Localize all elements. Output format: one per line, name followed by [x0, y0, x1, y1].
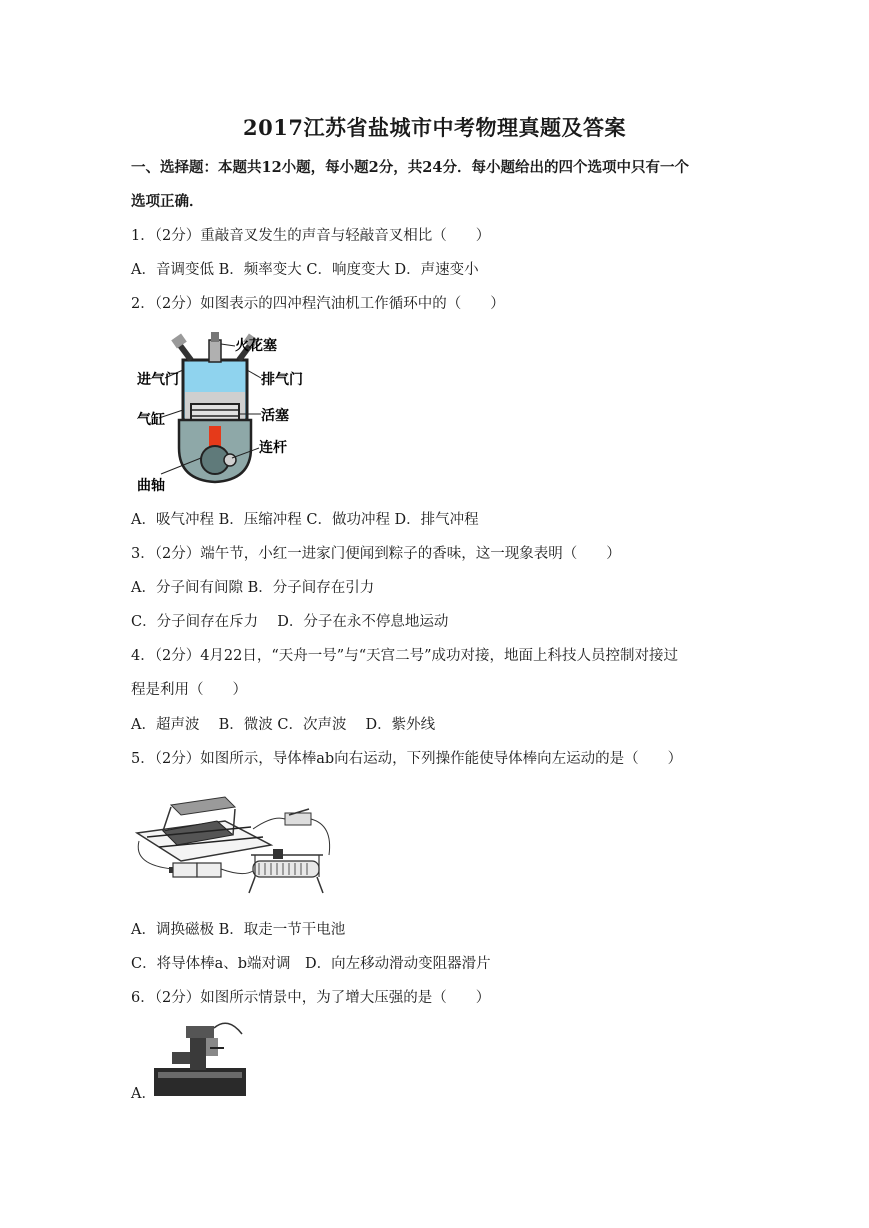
label-intake-valve: 进气门 [137, 372, 179, 388]
label-piston: 活塞 [261, 408, 289, 424]
question-4-options: A．超声波 B．微波 C．次声波 D．紫外线 [131, 717, 436, 733]
section-heading: 一、选择题：本题共12小题，每小题2分，共24分．每小题给出的四个选项中只有一个 [131, 159, 689, 176]
question-5-options-cd: C．将导体棒a、b端对调 D．向左移动滑动变阻器滑片 [131, 956, 491, 972]
question-1-options: A．音调变低 B．频率变大 C．响度变大 D．声速变小 [131, 262, 479, 278]
label-crankshaft: 曲轴 [137, 478, 165, 494]
question-3-options-cd: C．分子间存在斥力 D．分子在永不停息地运动 [131, 614, 449, 630]
label-connecting-rod: 连杆 [259, 440, 287, 456]
label-cylinder: 气缸 [137, 412, 165, 428]
label-spark-plug: 火花塞 [235, 338, 277, 354]
circuit-diagram [133, 785, 338, 900]
question-4-stem: 4．（2分）4月22日，“天舟一号”与“天宫二号”成功对接，地面上科技人员控制对接过 [131, 648, 679, 664]
question-3-options-ab: A．分子间有间隙 B．分子间存在引力 [131, 580, 375, 596]
question-1-stem: 1．（2分）重敲音叉发生的声音与轻敲音叉相比（ ） [131, 228, 491, 244]
question-6-option-a: A． [131, 1086, 156, 1102]
question-6-stem: 6．（2分）如图所示情景中，为了增大压强的是（ ） [131, 990, 491, 1006]
question-2-options: A．吸气冲程 B．压缩冲程 C．做功冲程 D．排气冲程 [131, 512, 479, 528]
page-title: 2017江苏省盐城市中考物理真题及答案 [243, 115, 626, 140]
section-heading-cont: 选项正确． [131, 193, 204, 210]
engine-diagram [135, 330, 305, 495]
question-3-stem: 3．（2分）端午节，小红一进家门便闻到粽子的香味，这一现象表明（ ） [131, 546, 621, 562]
question-5-options-ab: A．调换磁极 B．取走一节干电池 [131, 922, 346, 938]
question-5-stem: 5．（2分）如图所示，导体棒ab向右运动，下列操作能使导体棒向左运动的是（ ） [131, 751, 683, 767]
label-exhaust-valve: 排气门 [261, 372, 303, 388]
question-2-stem: 2．（2分）如图表示的四冲程汽油机工作循环中的（ ） [131, 296, 505, 312]
question-4-stem-cont: 程是利用（ ） [131, 682, 247, 698]
